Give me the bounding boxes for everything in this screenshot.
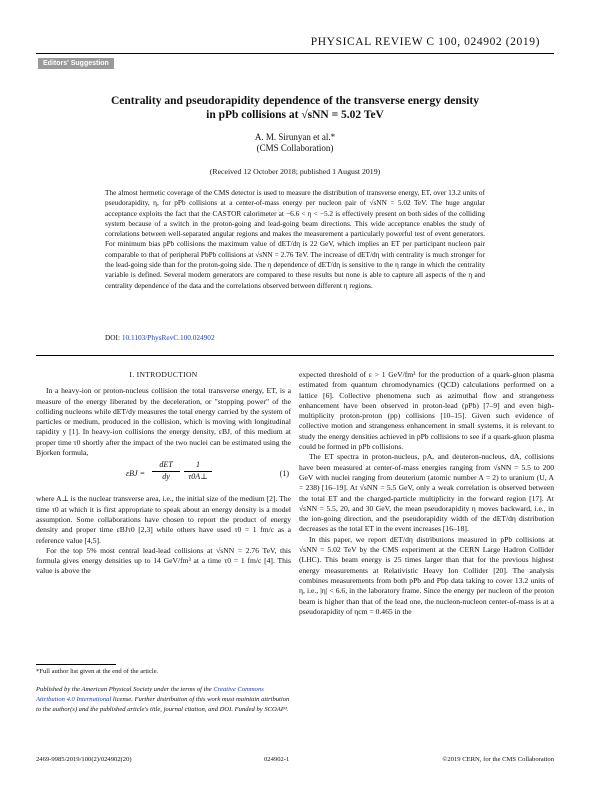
doi-line (105, 333, 215, 342)
license-text-after: license. Further distribution of this work must maintain attribution to the author(s) and the published article's title, journal citation, and DOI. Funded by SCOAP³. (36, 695, 290, 713)
section-heading-introduction: I. INTRODUCTION (129, 370, 198, 379)
license-link[interactable]: Creative Commons Attribution 4.0 International (36, 686, 264, 703)
abstract: The almost hermetic coverage of the CMS detector is used to measure the distribution of transverse energy, ET, over 13.2 units of pseudorapidity, η, for pPb collisions at a center-of-mass energy per nucleon pair of √sNN = 5.02 TeV. The huge angular acceptance exploits the fact that the CASTOR calorimeter at −6.6 < η < −5.2 is effectively present on both sides of the colliding system because of a switch in the proton-going and lead-going beam directions. This wide acceptance enables the study of correlations between well-separated angular regions and makes the measurement a particularly powerful test of event generators. For minimum bias pPb collisions the maximum value of dET/dη is 22 GeV, which implies an ET per participant nucleon pair comparable to that of peripheral PbPb collisions at √sNN = 2.76 TeV. The increase of dET/dη with centrality is much stronger for the lead-going side than for the proton-going side. The η dependence of dET/dη is sensitive to the η range in which the centrality variable is defined. Several modern generators are compared to these results but none is able to capture all aspects of the η and centrality dependence of the data and the correlations observed between different η regions. (105, 188, 485, 290)
journal-header: PHYSICAL REVIEW C 100, 024902 (2019) (310, 36, 540, 48)
header-rule (36, 53, 554, 54)
license-text-before: Published by the American Physical Society under the terms of the (36, 686, 214, 693)
intro-paragraph-3: For the top 5% most central lead-lead collisions at √sNN = 2.76 TeV, this formula gives energy densities up to 14 GeV/fm³ at a time τ0 = 1 fm/c [4]. This value is above the (36, 545, 291, 576)
bjorken-equation (36, 460, 291, 488)
right-column (299, 370, 554, 617)
footer-copyright: ©2019 CERN, for the CMS Collaboration (442, 756, 554, 763)
intro-paragraph-1: In a heavy-ion or proton-nucleus collision the total transverse energy, ET, is a measure of the energy liberated by the deceleration, or "stopping power" of the colliding nucleons while dET/dy measures the total energy carried by the system of particles or medium, produced in the collision, which is moving with longitudinal rapidity y [1]. In heavy-ion collisions the energy density, εBJ, of this medium at proper time τ0 shortly after the impact of the two nuclei can be estimated using the Bjorken formula, (36, 386, 291, 458)
author-footnote: *Full author list given at the end of the article. (36, 668, 159, 675)
fraction-2-numerator: 1 (184, 460, 212, 471)
fraction-1-numerator: dET (152, 460, 180, 471)
equation-lhs: εBJ = (126, 469, 145, 479)
equation-number: (1) (279, 469, 289, 479)
doi-link[interactable]: 10.1103/PhysRevC.100.024902 (121, 333, 215, 342)
footnote-rule (36, 664, 116, 665)
footer-issn: 2469-9985/2019/100(2)/024902(20) (36, 756, 132, 763)
editors-suggestion-badge: Editors' Suggestion (38, 58, 114, 69)
footer-page-number: 024902-1 (264, 756, 290, 763)
equation-fraction-1 (152, 460, 180, 482)
abstract-rule (36, 355, 554, 356)
right-paragraph-3: In this paper, we report dET/dη distributions measured in pPb collisions at √sNN = 5.02 TeV by the CMS experiment at the CERN Large Hadron Collider (LHC). This beam energy is 25 times larger than that for the previous highest energy measurements at Relativistic Heavy Ion Collider [20]. The analysis combines measurements from both pPb and Pbp data taking to cover 13.2 units of η, i.e., |η| < 6.6, in the laboratory frame. Since the energy per nucleon of the proton beam is higher than that of the lead one, the nucleon-nucleon center-of-mass is at a pseudorapidity of ηcm = 0.465 in the (299, 534, 554, 616)
right-paragraph-2: The ET spectra in proton-nucleus, pA, and deuteron-nucleus, dA, collisions have been measured at center-of-mass energies ranging from √sNN = 5.5 to 200 GeV with nuclei ranging from deuterium (atomic number A = 2) to uranium (U, A = 238) [16–19]. At √sNN = 5.5 GeV, only a weak correlation is observed between the total ET and the charged-particle multiplicity in the forward region [17]. At √sNN = 5.5, 20, and 30 GeV, the mean pseudorapidity η moves backward, i.e., in the ion-going direction, and the pseudorapidity width of the dET/dη distribution decreases as the total ET in the event increases [16–18]. (299, 452, 554, 534)
left-column (36, 370, 291, 577)
fraction-1-denominator: dy (162, 471, 170, 481)
equation-fraction-2 (184, 460, 212, 482)
license-statement (36, 685, 291, 714)
received-published-dates: (Received 12 October 2018; published 1 August 2019) (209, 167, 381, 176)
intro-paragraph-2: where A⊥ is the nuclear transverse area, i.e., the initial size of the medium [2]. The time τ0 at which it is first appropriate to speak about an energy density is a model assumption. Some collaborations have chosen to report the product of energy density and proper time εBJτ0 [2,3] while others have used τ0 = 1 fm/c as a reference value [4,5]. (36, 494, 291, 545)
fraction-2-denominator: τ0A⊥ (188, 471, 208, 481)
title-line-1: Centrality and pseudorapidity dependence of the transverse energy density (111, 95, 479, 107)
collaboration-name: (CMS Collaboration) (256, 143, 334, 153)
doi-label: DOI: (105, 333, 120, 342)
article-title (80, 94, 510, 122)
right-paragraph-1: expected threshold of ε > 1 GeV/fm³ for the production of a quark-gluon plasma estimated from quantum chromodynamics (QCD) calculations performed on a lattice [6]. Collective phenomena such as azimuthal flow and strangeness enhancement have been observed in proton-lead (pPb) [7–9] and even high-multiplicity proton-proton (pp) collisions [10–15]. Given such evidence of collective motion and strangeness enhancement in small systems, it is relevant to study the energy densities achieved in pPb collisions to see if a quark-gluon plasma could be formed in pPb collisions. (299, 370, 554, 452)
title-line-2: in pPb collisions at √sNN = 5.02 TeV (206, 109, 384, 121)
author-list[interactable]: A. M. Sirunyan et al.* (254, 132, 336, 142)
